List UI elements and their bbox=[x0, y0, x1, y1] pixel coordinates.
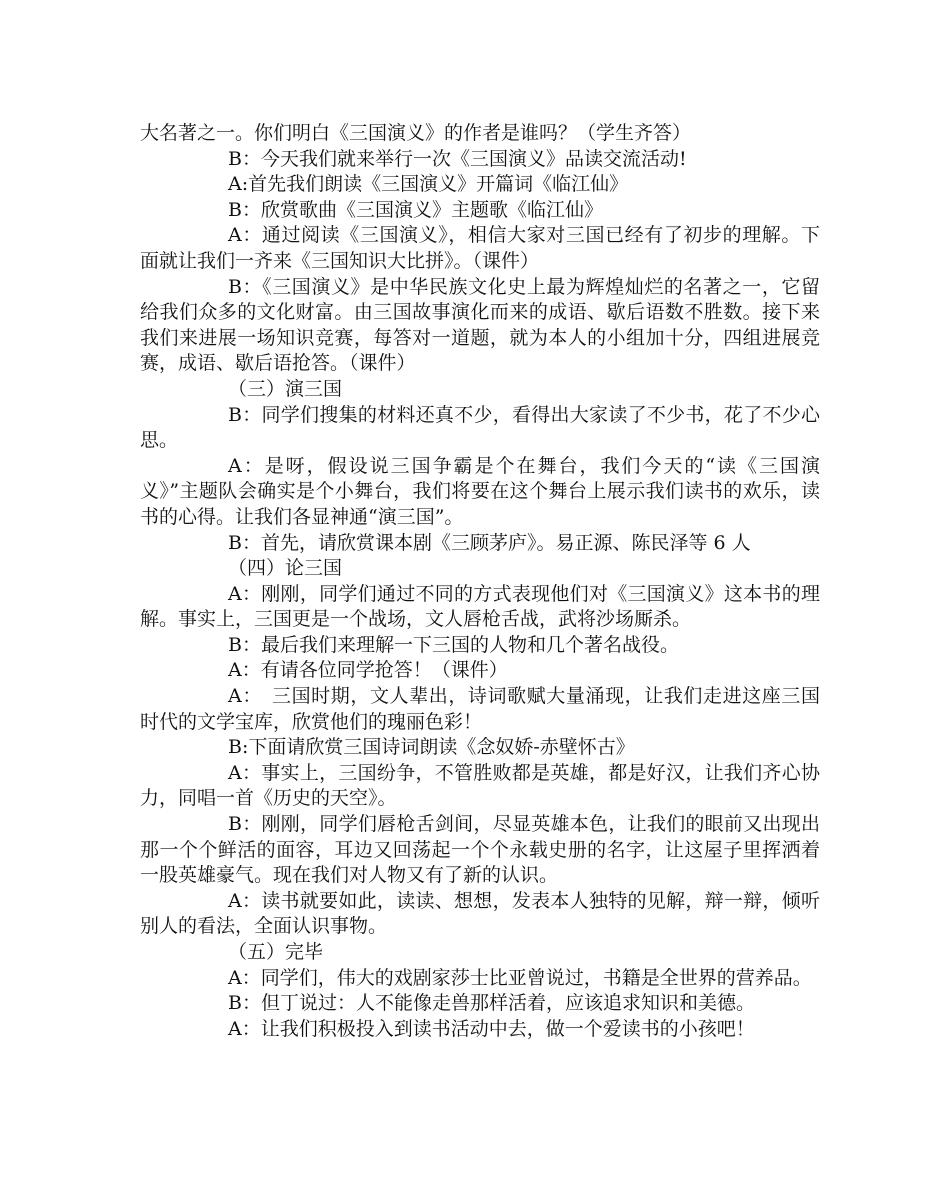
paragraph-8: B：同学们搜集的材料还真不少，看得出大家读了不少书，花了不少心思。 bbox=[140, 403, 820, 452]
document-body bbox=[140, 121, 820, 1042]
paragraph-6: B：《三国演义》是中华民族文化史上最为辉煌灿烂的名著之一，它留给我们众多的文化财富。由三国故事演化而来的成语、歇后语数不胜数。接下来我们来进展一场知识竞赛，每答对一道题，就为本人的小组加十分，四组进展竞赛，成语、歇后语抢答。（课件） bbox=[140, 275, 820, 375]
section-heading-4: （四）论三国 bbox=[228, 557, 343, 580]
paragraph-5: A：通过阅读《三国演义》，相信大家对三国已经有了初步的理解。下面就让我们一齐来《三国知识大比拼》。（课件） bbox=[140, 224, 820, 272]
paragraph-3: A:首先我们朗读《三国演义》开篇词《临江仙》 bbox=[228, 173, 629, 196]
section-heading-3: （三）演三国 bbox=[228, 377, 343, 400]
paragraph-9: A：是呀，假设说三国争霸是个在舞台，我们今天的“读《三国演义》”主题队会确实是个小舞台，我们将要在这个舞台上展示我们读书的欢乐，读书的心得。让我们各显神通“演三国”。 bbox=[140, 454, 820, 528]
paragraph-14: A：有请各位同学抢答！（课件） bbox=[228, 659, 508, 682]
paragraph-2: B：今天我们就来举行一次《三国演义》品读交流活动! bbox=[228, 147, 687, 170]
paragraph-22: B：但丁说过：人不能像走兽那样活着，应该追求知识和美德。 bbox=[228, 992, 755, 1015]
paragraph-15: A： 三国时期，文人辈出，诗词歌赋大量涌现，让我们走进这座三国时代的文学宝库，欣赏他们的瑰丽色彩！ bbox=[140, 685, 820, 733]
paragraph-21: A：同学们，伟大的戏剧家莎士比亚曾说过，书籍是全世界的营养品。 bbox=[228, 966, 812, 989]
paragraph-17: A：事实上，三国纷争，不管胜败都是英雄，都是好汉，让我们齐心协力，同唱一首《历史的天空》。 bbox=[140, 761, 820, 810]
paragraph-10: B：首先，请欣赏课本剧《三顾茅庐》。易正源、陈民泽等 6 人 bbox=[228, 531, 751, 554]
paragraph-18: B：刚刚，同学们唇枪舌剑间，尽显英雄本色，让我们的眼前又出现出那一个个鲜活的面容，耳边又回荡起一个个永载史册的名字，让这屋子里挥洒着一股英雄豪气。现在我们对人物又有了新的认识。 bbox=[140, 813, 820, 887]
section-heading-5: （五）完毕 bbox=[228, 941, 324, 963]
paragraph-1: 大名著之一。你们明白《三国演义》的作者是谁吗？（学生齐答） bbox=[140, 122, 692, 144]
paragraph-23: A：让我们积极投入到读书活动中去，做一个爱读书的小孩吧！ bbox=[228, 1017, 755, 1040]
paragraph-13: B：最后我们来理解一下三国的人物和几个著名战役。 bbox=[228, 633, 679, 656]
paragraph-19: A：读书就要如此，读读、想想，发表本人独特的见解，辩一辩，倾听别人的看法，全面认识事物。 bbox=[140, 889, 820, 938]
paragraph-12: A：刚刚，同学们通过不同的方式表现他们对《三国演义》这本书的理解。事实上，三国更是一个战场，文人唇枪舌战，武将沙场厮杀。 bbox=[140, 582, 820, 631]
paragraph-4: B：欣赏歌曲《三国演义》主题歌《临江仙》 bbox=[228, 198, 603, 221]
paragraph-16: B:下面请欣赏三国诗词朗读《念奴娇-赤壁怀古》 bbox=[228, 736, 635, 759]
